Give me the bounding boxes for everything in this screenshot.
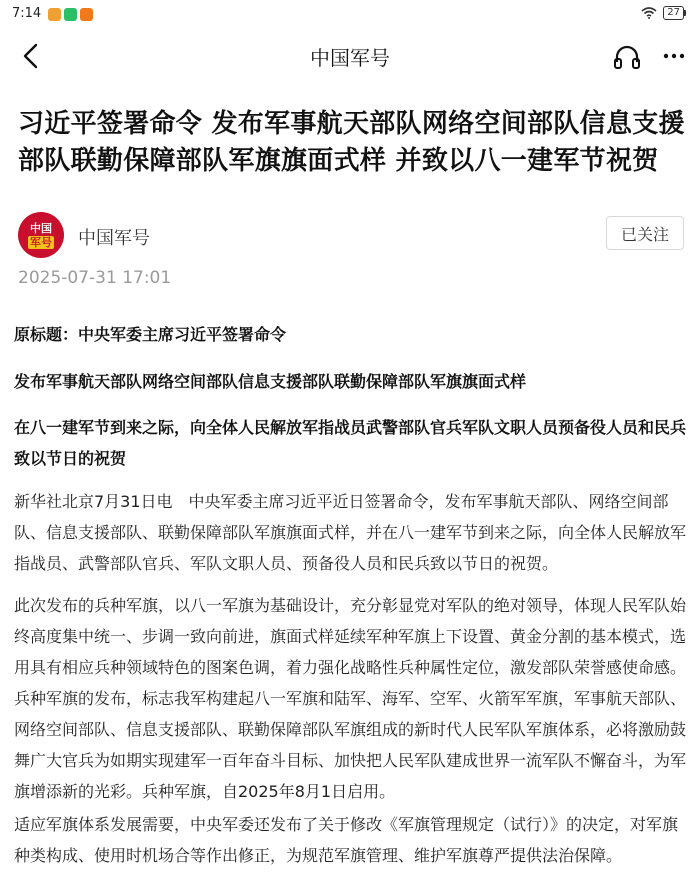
status-bar <box>0 0 700 30</box>
original-title-paragraph: 原标题：中央军委主席习近平签署命令 <box>14 325 287 344</box>
greeting-paragraph: 在八一建军节到来之际，向全体人民解放军指战员武警部队官兵军队文职人员预备役人员和民兵致以节日的祝贺 <box>14 418 687 468</box>
body-paragraph: 此次发布的兵种军旗，以八一军旗为基础设计，充分彰显党对军队的绝对领导，体现人民军队始终高度集中统一、步调一致向前进，旗面式样延续军种军旗上下设置、黄金分割的基本模式，选用具有相应兵种领域特色的图案色调，着力强化战略性兵种属性定位，激发部队荣誉感使命感。兵种军旗的发布，标志我军构建起八一军旗和陆军、海军、空军、火箭军军旗，军事航天部队、网络空间部队、信息支援部队、联勤保障部队军旗组成的新时代人民军队军旗体系，必将激励鼓舞广大官兵为如期实现建军一百年奋斗目标、加快把人民军队建成世界一流军队不懈奋斗，为军旗增添新的光彩。兵种军旗，自2025年8月1日启用。 <box>14 596 687 801</box>
body-paragraph: 适应军旗体系发展需要，中央军委还发布了关于修改《军旗管理规定（试行）》的决定，对军旗种类构成、使用时机场合等作出修正，为规范军旗管理、维护军旗尊严提供法治保障。 <box>14 815 679 865</box>
page-title: 中国军号 <box>310 46 390 70</box>
subtitle-paragraph: 发布军事航天部队网络空间部队信息支援部队联勤保障部队军旗旗面式样 <box>14 372 527 391</box>
publish-date: 2025-07-31 17:01 <box>18 268 172 288</box>
body-paragraph: 新华社北京7月31日电 中央军委主席习近平近日签署命令，发布军事航天部队、网络空间部队、信息支援部队、联勤保障部队军旗旗面式样，并在八一建军节到来之际，向全体人民解放军指战员、武警部队官兵、军队文职人员、预备役人员和民兵致以节日的祝贺。 <box>14 492 687 573</box>
status-app-icons <box>48 8 93 21</box>
battery-level: 27 <box>663 6 684 20</box>
author-row <box>18 210 684 262</box>
status-time: 7:14 <box>12 6 42 21</box>
nav-bar <box>0 30 700 82</box>
follow-button[interactable]: 已关注 <box>606 216 684 250</box>
avatar-bottom-text: 军号 <box>30 235 52 249</box>
wifi-icon <box>641 7 657 19</box>
chevron-left-icon[interactable] <box>18 42 46 70</box>
headphones-icon[interactable] <box>612 42 642 72</box>
more-dots-icon[interactable] <box>662 46 686 66</box>
avatar-top-text: 中国 <box>30 221 52 235</box>
battery-icon <box>663 6 686 20</box>
status-indicators <box>641 6 686 20</box>
video-app-icon <box>80 8 93 21</box>
notification-app-icon <box>48 8 61 21</box>
avatar[interactable] <box>18 212 64 258</box>
wechat-icon <box>64 8 77 21</box>
article-title: 习近平签署命令 发布军事航天部队网络空间部队信息支援部队联勤保障部队军旗旗面式样 并致以八一建军节祝贺 <box>18 109 685 176</box>
author-name[interactable]: 中国军号 <box>78 228 150 249</box>
